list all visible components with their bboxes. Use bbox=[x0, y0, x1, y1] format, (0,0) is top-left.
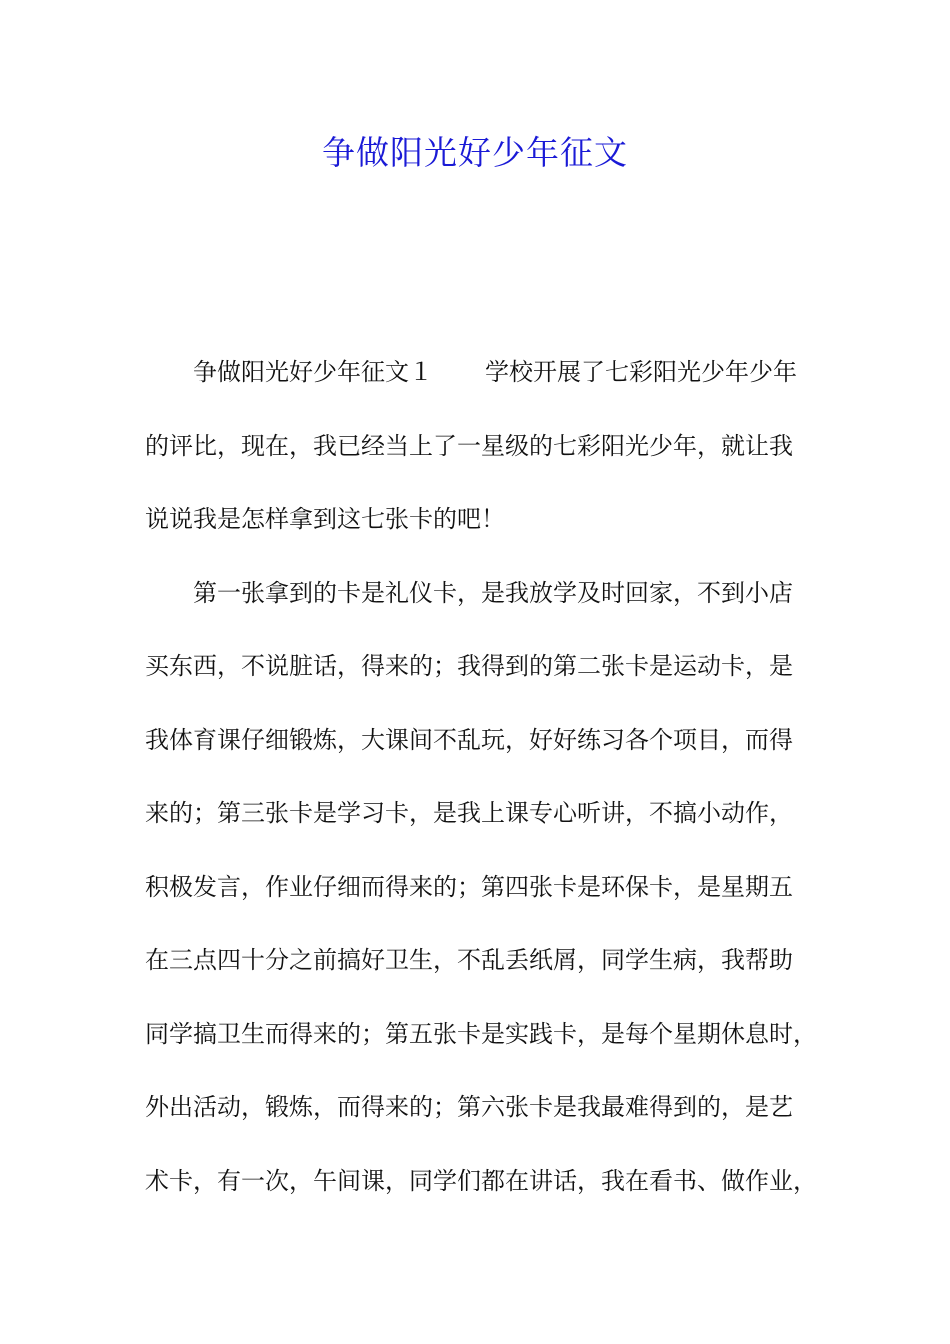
text-line: 第一张拿到的卡是礼仪卡，是我放学及时回家，不到小店 bbox=[193, 578, 793, 607]
document-body bbox=[145, 336, 825, 1218]
text-line: 积极发言，作业仔细而得来的；第四张卡是环保卡，是星期五 bbox=[145, 872, 793, 901]
text-line: 学校开展了七彩阳光少年少年 bbox=[485, 358, 797, 386]
text-line: 在三点四十分之前搞好卫生，不乱丢纸屑，同学生病，我帮助 bbox=[145, 946, 793, 974]
paragraph-1-line-1 bbox=[145, 336, 825, 410]
text-line: 买东西，不说脏话，得来的；我得到的第二张卡是运动卡，是 bbox=[145, 652, 793, 680]
text-line: 说说我是怎样拿到这七张卡的吧！ bbox=[145, 505, 505, 533]
text-line: 外出活动，锻炼，而得来的；第六张卡是我最难得到的，是艺 bbox=[145, 1093, 793, 1121]
essay-heading: 争做阳光好少年征文１ bbox=[193, 358, 433, 386]
document-title: 争做阳光好少年征文 bbox=[322, 133, 628, 172]
text-line: 同学搞卫生而得来的；第五张卡是实践卡，是每个星期休息时， bbox=[145, 1019, 817, 1048]
text-line: 我体育课仔细锻炼，大课间不乱玩，好好练习各个项目，而得 bbox=[145, 725, 793, 754]
text-line: 术卡，有一次，午间课，同学们都在讲话，我在看书、做作业， bbox=[145, 1166, 817, 1195]
text-line: 的评比，现在，我已经当上了一星级的七彩阳光少年，就让我 bbox=[145, 431, 793, 460]
text-line: 来的；第三张卡是学习卡，是我上课专心听讲，不搞小动作， bbox=[145, 799, 793, 827]
